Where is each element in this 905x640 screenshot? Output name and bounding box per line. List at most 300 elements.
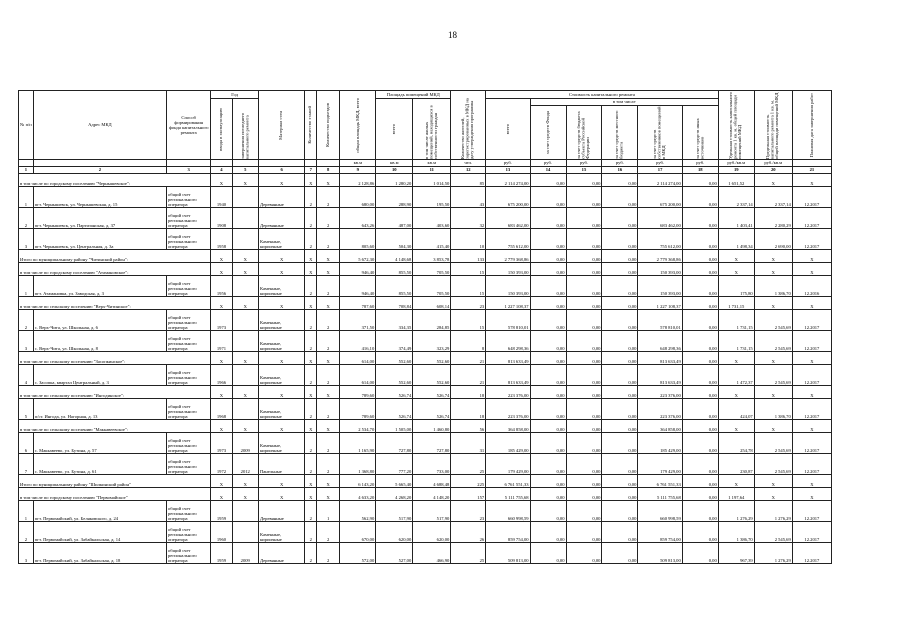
cell: X <box>305 420 317 433</box>
cell: X <box>258 263 305 276</box>
hdr-year-commission: ввода в эксплуатацию <box>211 99 232 160</box>
cell: 0,00 <box>530 250 566 263</box>
address-cell: с. Маккавеево, ул. Бутина, д. 57 <box>33 433 166 454</box>
table-row <box>19 399 832 420</box>
cell: 0,00 <box>602 365 638 386</box>
cell: 0,00 <box>682 488 718 501</box>
cell: общий счет регионального оператора <box>166 208 210 229</box>
cell: 0,00 <box>530 187 566 208</box>
group-total-row <box>19 352 832 365</box>
cell: 1973 <box>211 310 232 331</box>
cell: 2 <box>305 399 317 420</box>
cell <box>232 331 258 352</box>
cell: 223 376,00 <box>638 386 682 399</box>
cell: X <box>317 263 340 276</box>
cell: 0,00 <box>566 365 602 386</box>
cell <box>232 229 258 250</box>
cell: 2 <box>317 543 340 564</box>
cell: 1973 <box>211 433 232 454</box>
cell: 1908 <box>211 208 232 229</box>
group-label: в том числе по городскому поселению "Атамановское": <box>19 263 211 276</box>
cell: 1 368,80 <box>340 454 376 475</box>
cell: 572,00 <box>340 543 376 564</box>
cell: 0,00 <box>682 250 718 263</box>
cell: 416,10 <box>340 331 376 352</box>
cell: общий счет регионального оператора <box>166 187 210 208</box>
cell: 1 386,70 <box>754 399 792 420</box>
column-number: 4 <box>211 167 232 174</box>
cell: 805,60 <box>340 229 376 250</box>
group-total-row <box>19 475 832 488</box>
cell: Каменные, кирпичные <box>258 433 305 454</box>
cell: 288,90 <box>376 187 413 208</box>
cell: 708,84 <box>376 297 413 310</box>
cell: 0,00 <box>682 501 718 522</box>
cell: 0,00 <box>530 386 566 399</box>
row-number: 3 <box>19 229 34 250</box>
cell: 12.2017 <box>792 310 831 331</box>
hdr-cost: Стоимость капитального ремонта <box>486 91 719 99</box>
cell: 403,60 <box>413 208 451 229</box>
cell: 0,00 <box>602 331 638 352</box>
table-row <box>19 276 832 297</box>
page-number: 18 <box>448 30 457 40</box>
cell: 0,00 <box>530 365 566 386</box>
cell: 0,00 <box>566 276 602 297</box>
cell: 1968 <box>211 399 232 420</box>
cell: 31 <box>451 433 486 454</box>
cell: X <box>305 297 317 310</box>
cell: 185 429,00 <box>486 433 530 454</box>
cell: 2 <box>305 208 317 229</box>
cell: 0,00 <box>602 543 638 564</box>
cell: 334,35 <box>376 310 413 331</box>
unit-cell: руб./кв.м <box>754 160 792 167</box>
cell: 1 472,37 <box>718 365 754 386</box>
cell: 15 <box>451 276 486 297</box>
cell: 648 298,36 <box>486 331 530 352</box>
cell: 813 633,49 <box>486 352 530 365</box>
cell: 21 <box>451 365 486 386</box>
group-label: Итого по муниципальному району "Читинский район": <box>19 250 211 263</box>
cell: 1 505,00 <box>376 420 413 433</box>
cell: X <box>211 297 232 310</box>
hdr-premises-total: всего <box>376 99 413 160</box>
cell: 2 <box>317 454 340 475</box>
cell: 1 <box>317 501 340 522</box>
row-number: 5 <box>19 399 34 420</box>
cell: 6 143,20 <box>340 475 376 488</box>
cell: X <box>754 420 792 433</box>
cell: 2 545,69 <box>754 522 792 543</box>
group-label: в том числе по городскому поселению "Чернышевское": <box>19 174 211 187</box>
cell: 0,00 <box>602 174 638 187</box>
group-total-row <box>19 263 832 276</box>
cell: X <box>792 263 831 276</box>
cell: 0,00 <box>566 475 602 488</box>
cell: 18 <box>451 399 486 420</box>
cell: 2 <box>317 433 340 454</box>
cell: X <box>317 297 340 310</box>
cell: 1972 <box>211 454 232 475</box>
table-row <box>19 454 832 475</box>
cell: X <box>232 420 258 433</box>
cell: 1 014,50 <box>413 174 451 187</box>
cell: 0,00 <box>566 331 602 352</box>
row-number: 4 <box>19 365 34 386</box>
address-cell: пгт. Чернышевск, ул. Чернышевская, д. 15 <box>33 187 166 208</box>
row-number: 1 <box>19 276 34 297</box>
group-total-row <box>19 488 832 501</box>
cell: 0,00 <box>566 386 602 399</box>
group-total-row <box>19 420 832 433</box>
cell: 509 813,00 <box>638 543 682 564</box>
cell: 0,00 <box>566 433 602 454</box>
cell: 2009 <box>232 543 258 564</box>
cell: 2 <box>317 522 340 543</box>
cell: 0,00 <box>602 399 638 420</box>
hdr-total-area: общая площадь МКД, всего <box>340 91 376 160</box>
cell <box>232 276 258 297</box>
cell: 2 545,69 <box>754 310 792 331</box>
cell: 578 810,01 <box>486 310 530 331</box>
cell: 179 429,00 <box>486 454 530 475</box>
column-number: 3 <box>166 167 210 174</box>
cell: 578 810,01 <box>638 310 682 331</box>
cell <box>232 501 258 522</box>
cell: 32 <box>451 208 486 229</box>
cell: X <box>305 475 317 488</box>
cell: 705,50 <box>413 276 451 297</box>
cell: Каменные, кирпичные <box>258 365 305 386</box>
cell: 2 128,86 <box>340 174 376 187</box>
cell: 2009 <box>232 433 258 454</box>
cell <box>232 399 258 420</box>
cell: 25 <box>451 454 486 475</box>
unit-cell: кв.м <box>376 160 413 167</box>
cell: 0,00 <box>602 475 638 488</box>
address-cell: пгт. Первомайский, ул. Забайкальская, д. 14 <box>33 522 166 543</box>
cell: 855,50 <box>376 276 413 297</box>
cell: 1956 <box>211 276 232 297</box>
hdr-local-budget: за счет средств местного бюджета <box>602 106 638 160</box>
cell: 509 813,00 <box>486 543 530 564</box>
row-number: 1 <box>19 187 34 208</box>
cell: X <box>754 475 792 488</box>
cell: X <box>232 250 258 263</box>
cell: X <box>792 250 831 263</box>
cell: 0,00 <box>530 433 566 454</box>
cell: 2 337,14 <box>754 187 792 208</box>
cell: 12.2016 <box>792 276 831 297</box>
table-row <box>19 365 832 386</box>
hdr-no: № п/п <box>19 91 34 160</box>
cell: X <box>211 488 232 501</box>
cell: 2 114 274,00 <box>638 174 682 187</box>
row-number: 3 <box>19 331 34 352</box>
address-cell: пгт. Первомайский, ул. Забайкальская, д. 18 <box>33 543 166 564</box>
cell: 0,00 <box>566 420 602 433</box>
cell: 12.2017 <box>792 331 831 352</box>
cell: общий счет регионального оператора <box>166 310 210 331</box>
cell: 223 376,00 <box>486 386 530 399</box>
cell: 1971 <box>211 331 232 352</box>
cell: 552,60 <box>376 352 413 365</box>
cell: 23 <box>451 501 486 522</box>
cell: 0,00 <box>566 229 602 250</box>
cell: 4 688,48 <box>413 475 451 488</box>
cell: 0,00 <box>530 399 566 420</box>
row-number: 2 <box>19 522 34 543</box>
cell: 660 998,59 <box>638 501 682 522</box>
cell: 0,00 <box>682 187 718 208</box>
cell: X <box>258 488 305 501</box>
cell: 620,00 <box>413 522 451 543</box>
row-number: 3 <box>19 543 34 564</box>
cell: 504,30 <box>376 229 413 250</box>
cell: X <box>258 420 305 433</box>
group-label: в том числе по сельскому поселению "Верх-Читинское": <box>19 297 211 310</box>
cell: Каменные, кирпичные <box>258 399 305 420</box>
cell: 552,60 <box>413 352 451 365</box>
cell: 859 754,00 <box>486 522 530 543</box>
cell: 254,78 <box>718 433 754 454</box>
cell: 4 268,20 <box>376 488 413 501</box>
cell: 552,60 <box>413 365 451 386</box>
table-row <box>19 522 832 543</box>
cell: 1966 <box>211 365 232 386</box>
cell: 2 <box>317 399 340 420</box>
cell: X <box>305 263 317 276</box>
cell: X <box>317 420 340 433</box>
cell: 5 665,40 <box>376 475 413 488</box>
cell <box>232 522 258 543</box>
cell: 1 276,29 <box>718 501 754 522</box>
cell: 2 <box>305 543 317 564</box>
cell: 466,90 <box>413 543 451 564</box>
cell <box>232 365 258 386</box>
column-number: 13 <box>486 167 530 174</box>
cell: 12.2017 <box>792 543 831 564</box>
cell: 1 227 108,37 <box>638 297 682 310</box>
column-number: 15 <box>566 167 602 174</box>
cell: 2 <box>317 187 340 208</box>
cell: X <box>258 386 305 399</box>
hdr-entrances: Количество подъездов <box>317 91 340 160</box>
cell: 0,00 <box>602 276 638 297</box>
cell: 0,00 <box>530 522 566 543</box>
cell: 526,74 <box>413 386 451 399</box>
cell: 2 534,70 <box>340 420 376 433</box>
cell: X <box>232 297 258 310</box>
cell: X <box>305 174 317 187</box>
cell: X <box>754 297 792 310</box>
cell: 0,00 <box>602 522 638 543</box>
cell: 150 393,00 <box>486 276 530 297</box>
cell: X <box>792 352 831 365</box>
cell: 675 200,00 <box>486 187 530 208</box>
hdr-year: Год <box>211 91 259 99</box>
column-number: 10 <box>376 167 413 174</box>
cell: 2 <box>305 433 317 454</box>
cell: 733,00 <box>413 454 451 475</box>
hdr-region-budget: за счет средств бюджета субъекта Российской Федерации <box>566 106 602 160</box>
address-cell: пгт. Атамановка, ул. Заводская, д. 3 <box>33 276 166 297</box>
cell: 2 280,29 <box>754 208 792 229</box>
units-row <box>19 160 832 167</box>
cell: 789,60 <box>340 386 376 399</box>
cell: 0,00 <box>682 420 718 433</box>
address-cell: пгт. Чернышевск, ул. Центральная, д. 3а <box>33 229 166 250</box>
cell: X <box>211 263 232 276</box>
cell: 5 111 755,68 <box>486 488 530 501</box>
cell: 787,60 <box>340 297 376 310</box>
cell: 0,00 <box>530 488 566 501</box>
cell: 0,00 <box>602 250 638 263</box>
column-number: 20 <box>754 167 792 174</box>
cell: 43 <box>451 187 486 208</box>
column-number: 7 <box>305 167 317 174</box>
cell: 4 633,20 <box>340 488 376 501</box>
cell: 12.2017 <box>792 187 831 208</box>
cell: 133 <box>451 250 486 263</box>
cell: 0,00 <box>682 352 718 365</box>
address-cell: с. Маккавеево, ул. Бутина, д. 61 <box>33 454 166 475</box>
table-row <box>19 433 832 454</box>
row-number: 2 <box>19 310 34 331</box>
cell: 2 337,14 <box>718 187 754 208</box>
cell: 614,00 <box>340 352 376 365</box>
hdr-floors: Количество этажей <box>305 91 317 160</box>
cell: 643,26 <box>340 208 376 229</box>
cell: X <box>754 352 792 365</box>
cell: 2 <box>317 208 340 229</box>
cell: общий счет регионального оператора <box>166 543 210 564</box>
row-number: 6 <box>19 433 34 454</box>
cell: 0,00 <box>682 433 718 454</box>
cell: 0,00 <box>602 433 638 454</box>
group-label: в том числе по сельскому поселению "Засопкинское": <box>19 352 211 365</box>
cell: 755 612,00 <box>638 229 682 250</box>
cell: 0,00 <box>530 174 566 187</box>
hdr-year-last-repair: завершения последнего капитального ремонта <box>232 99 258 160</box>
cell: 0,00 <box>530 352 566 365</box>
hdr-max-cost: Предельная стоимость капитального ремонта 1 кв. м. общей площади помещений МКД <box>754 91 792 160</box>
cell: X <box>232 475 258 488</box>
row-number: 7 <box>19 454 34 475</box>
cell: 1 460,80 <box>413 420 451 433</box>
cell: 2 <box>305 187 317 208</box>
cell: 179 429,00 <box>638 454 682 475</box>
table-row <box>19 229 832 250</box>
unit-cell: руб. <box>530 160 566 167</box>
cell: 18 <box>451 386 486 399</box>
cell: 1 197,64 <box>718 488 754 501</box>
cell: 150 393,00 <box>638 276 682 297</box>
cell: X <box>258 174 305 187</box>
cell: 0,00 <box>602 501 638 522</box>
cell: 6 761 551,33 <box>638 475 682 488</box>
cell: 2 <box>317 310 340 331</box>
cell: 0,00 <box>602 420 638 433</box>
cell: 855,50 <box>376 263 413 276</box>
cell: X <box>232 174 258 187</box>
hdr-method: Способ формирования фонда капитального ремонта <box>166 91 210 160</box>
cell: 223 376,00 <box>486 399 530 420</box>
unit-cell: руб. <box>566 160 602 167</box>
cell: 859 754,00 <box>638 522 682 543</box>
cell: общий счет регионального оператора <box>166 454 210 475</box>
row-number: 2 <box>19 208 34 229</box>
cell: 2 <box>305 310 317 331</box>
group-label: в том числе по сельскому поселению "Ингодинское": <box>19 386 211 399</box>
cell: X <box>258 297 305 310</box>
cell: 705,50 <box>413 263 451 276</box>
cell: 21 <box>451 352 486 365</box>
address-cell: с. Верх-Чита, ул. Школьная, д. 8 <box>33 331 166 352</box>
table-row <box>19 187 832 208</box>
cell: X <box>317 488 340 501</box>
cell: 371,50 <box>340 310 376 331</box>
cell: X <box>211 420 232 433</box>
address-cell: с. Засопка, квартал Центральный, д. 3 <box>33 365 166 386</box>
cell: 150 393,00 <box>638 263 682 276</box>
cell: 0,00 <box>602 229 638 250</box>
cell: X <box>317 475 340 488</box>
cell: X <box>258 352 305 365</box>
cell: 2 545,69 <box>754 433 792 454</box>
cell: X <box>232 263 258 276</box>
cell: X <box>317 250 340 263</box>
group-label: в том числе по сельскому поселению "Маккавеевское": <box>19 420 211 433</box>
cell: X <box>754 386 792 399</box>
cell: 1 386,70 <box>718 522 754 543</box>
cell: 2 <box>317 229 340 250</box>
cell: 0,00 <box>682 174 718 187</box>
cell: Каменные, кирпичные <box>258 276 305 297</box>
cell: 0,00 <box>602 488 638 501</box>
cell <box>232 187 258 208</box>
cell: 789,60 <box>340 399 376 420</box>
cell: Каменные, кирпичные <box>258 331 305 352</box>
address-cell: пгт. Первомайский, ул. Беляковского, д. 24 <box>33 501 166 522</box>
cell: 1 386,70 <box>754 276 792 297</box>
column-number: 5 <box>232 167 258 174</box>
cell: X <box>211 174 232 187</box>
cell: X <box>232 352 258 365</box>
cell: 5 672,30 <box>340 250 376 263</box>
cell: 1958 <box>211 229 232 250</box>
cell: X <box>232 488 258 501</box>
column-number: 1 <box>19 167 34 174</box>
cell: 0,00 <box>682 208 718 229</box>
cell: 517,90 <box>376 501 413 522</box>
cell: 8 <box>451 331 486 352</box>
cell: X <box>305 386 317 399</box>
cell: 1 731,15 <box>718 331 754 352</box>
cell: 0,00 <box>682 522 718 543</box>
cell: 552,60 <box>376 365 413 386</box>
cell: 526,74 <box>413 399 451 420</box>
cell: X <box>211 352 232 365</box>
cell: 0,00 <box>566 250 602 263</box>
cell: 284,85 <box>413 310 451 331</box>
hdr-fund: за счет средств Фонда <box>530 106 566 160</box>
cell: 0,00 <box>530 276 566 297</box>
cell: 0,00 <box>602 297 638 310</box>
table-body <box>19 174 832 564</box>
cell: 10 <box>451 229 486 250</box>
